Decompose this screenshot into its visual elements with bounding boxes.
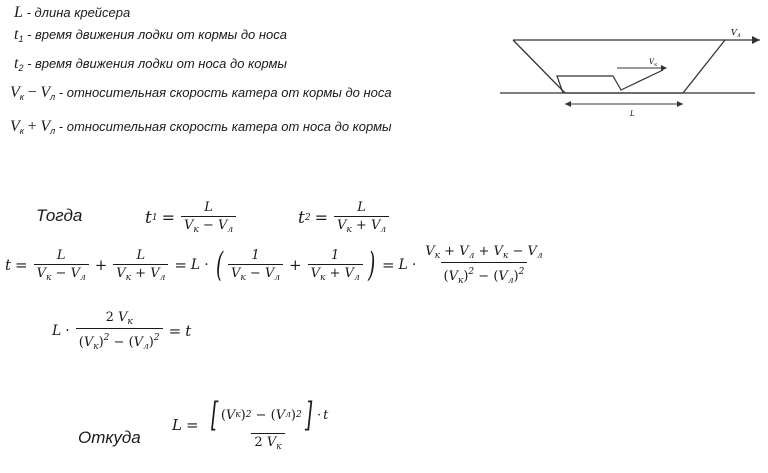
var-t: t	[185, 322, 192, 340]
sub-k: к	[19, 126, 25, 136]
equals: =	[174, 256, 187, 274]
length-arrow-left	[565, 101, 571, 107]
var-L: L	[398, 257, 408, 273]
equals: =	[161, 208, 175, 227]
sub-1: 1	[151, 212, 158, 223]
small-velocity-arrowhead	[661, 65, 667, 71]
length-label: L	[630, 110, 635, 118]
formula-t1	[145, 200, 238, 235]
var-L: L	[52, 323, 62, 339]
word-whence: Откуда	[78, 428, 141, 447]
sub-k: к	[19, 92, 25, 102]
left-paren: (	[215, 245, 223, 285]
dot: ·	[411, 257, 417, 273]
boat-path	[557, 70, 663, 93]
symbol-t2: t	[14, 55, 19, 72]
fraction	[181, 200, 236, 235]
definition-rel1-text: - относительная скорость катера от кормы до носа	[55, 85, 392, 100]
right-paren: )	[367, 245, 375, 285]
operator-minus: −	[27, 84, 37, 101]
fraction	[334, 200, 389, 235]
symbol-t1-sub: 1	[18, 34, 24, 44]
plus: +	[94, 256, 108, 274]
fraction: $\frac{1}{V_к + V_л}$	[308, 248, 363, 283]
cruiser-boat-diagram	[495, 18, 765, 128]
small-velocity-label: $V_к$	[649, 58, 658, 68]
definition-relative-speed-forward	[10, 84, 392, 102]
definition-L-text: - длина крейсера	[22, 5, 131, 20]
fraction: $\frac{L}{V_к - V_л}$	[34, 248, 89, 283]
symbol-V: V	[10, 118, 20, 135]
formula-L-result	[172, 395, 333, 452]
denominator: $V_к - V_л$	[181, 216, 236, 235]
definition-L	[14, 4, 130, 22]
fraction: [ ( V к ) 2 − ( V л ) 2 ] · t 2 $V_к$	[210, 395, 329, 452]
numerator-L: L	[357, 200, 366, 215]
var-L: L	[190, 257, 201, 273]
var-t: t	[5, 256, 12, 274]
symbol-V: V	[40, 118, 51, 135]
fraction: $\frac{V_к + V_л + V_к - V_л}{(V_к)^2 - (V_л)^2}$	[425, 244, 543, 286]
denominator: $V_к + V_л$	[334, 216, 389, 235]
sub-l: л	[50, 92, 56, 102]
equals: =	[185, 416, 199, 434]
symbol-t1: t	[14, 26, 19, 43]
formula-total-time	[5, 244, 548, 286]
big-velocity-label: $V_л$	[731, 28, 741, 39]
definition-rel2-text: - относительная скорость катера от носа до кормы	[55, 119, 392, 134]
operator-plus: +	[27, 118, 37, 135]
fraction: $\frac{2 V_к}{(V_к)^2 - (V_л)^2}$	[76, 310, 163, 352]
var-t: t	[298, 207, 305, 228]
definition-t2	[14, 55, 287, 73]
hull-outline	[513, 40, 725, 93]
equals: =	[314, 208, 328, 227]
formula-equation-for-t	[52, 310, 191, 352]
word-then: Тогда	[36, 206, 83, 225]
symbol-L: L	[14, 4, 23, 21]
equals: =	[381, 256, 395, 274]
symbol-V: V	[10, 84, 20, 101]
dot: ·	[65, 323, 70, 339]
sub-2: 2	[304, 212, 311, 223]
fraction: $\frac{1}{V_к - V_л}$	[228, 248, 283, 283]
definition-t1	[14, 26, 287, 44]
var-L: L	[172, 416, 182, 434]
definition-relative-speed-backward	[10, 118, 392, 136]
plus: +	[289, 256, 302, 274]
numerator-L: L	[204, 200, 213, 215]
definition-t2-text: - время движения лодки от носа до кормы	[23, 56, 287, 71]
equals: =	[15, 256, 28, 274]
sub-l: л	[50, 126, 56, 136]
symbol-t2-sub: 2	[18, 63, 24, 73]
definition-t1-text: - время движения лодки от кормы до носа	[23, 27, 287, 42]
equals: =	[168, 322, 182, 340]
formula-t2	[298, 200, 391, 235]
big-velocity-arrowhead	[752, 36, 760, 44]
var-t: t	[145, 207, 152, 228]
fraction: $\frac{L}{V_к + V_л}$	[113, 248, 168, 283]
dot: ·	[204, 257, 209, 273]
length-arrow-right	[677, 101, 683, 107]
symbol-V: V	[40, 84, 51, 101]
